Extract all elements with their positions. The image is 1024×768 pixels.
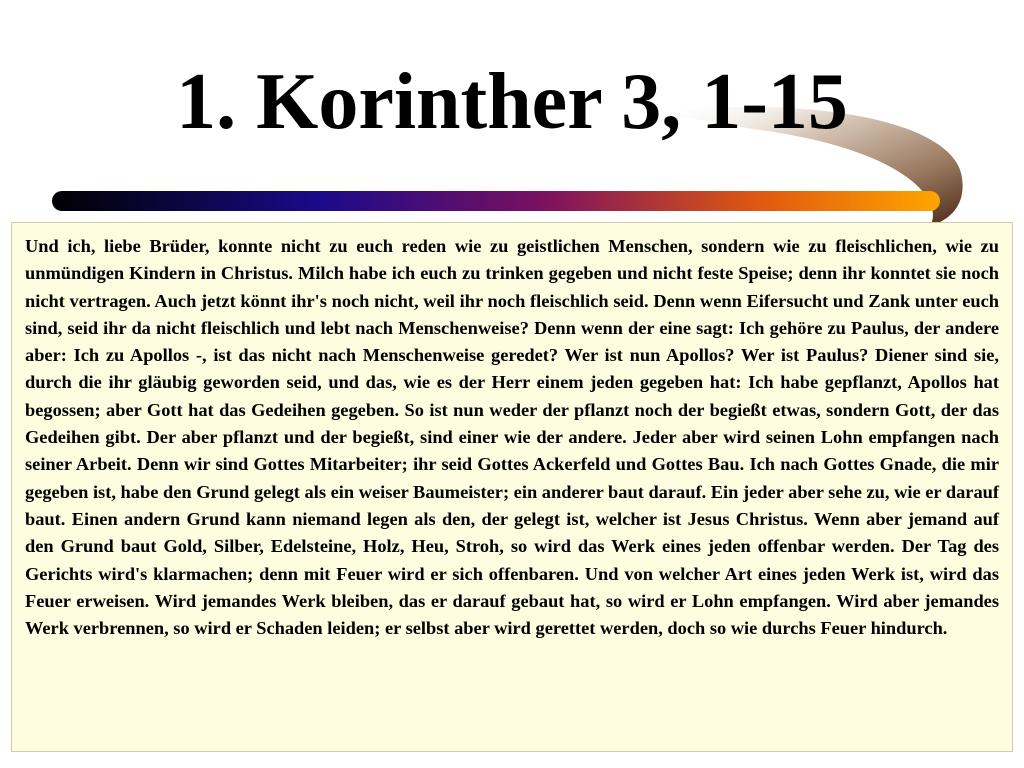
gradient-bar: [52, 191, 940, 211]
scripture-text: Und ich, liebe Brüder, konnte nicht zu euch reden wie zu geistlichen Menschen, sondern wie zu fleischlichen, wie zu unmündigen Kindern in Christus. Milch habe ich euch zu trinken gegeben und nicht feste Speise; denn ihr konntet sie noch nicht vertragen. Auch jetzt könnt ihr's noch nicht, weil ihr noch fleischlich seid. Denn wenn Eifersucht und Zank unter euch sind, seid ihr da nicht fleischlich und lebt nach Menschenweise? Denn wenn der eine sagt: Ich gehöre zu Paulus, der andere aber: Ich zu Apollos -, ist das nicht nach Menschenweise geredet? Wer ist nun Apollos? Wer ist Paulus? Diener sind sie, durch die ihr gläubig geworden seid, und das, wie es der Herr einem jeden gegeben hat: Ich habe gepflanzt, Apollos hat begossen; aber Gott hat das Gedeihen gegeben. So ist nun weder der pflanzt noch der begießt etwas, sondern Gott, der das Gedeihen gibt. Der aber pflanzt und der begießt, sind einer wie der andere. Jeder aber wird seinen Lohn empfangen nach seiner Arbeit. Denn wir sind Gottes Mitarbeiter; ihr seid Gottes Ackerfeld und Gottes Bau. Ich nach Gottes Gnade, die mir gegeben ist, habe den Grund gelegt als ein weiser Baumeister; ein anderer baut darauf. Ein jeder aber sehe zu, wie er darauf baut. Einen andern Grund kann niemand legen als den, der gelegt ist, welcher ist Jesus Christus. Wenn aber jemand auf den Grund baut Gold, Silber, Edelsteine, Holz, Heu, Stroh, so wird das Werk eines jeden offenbar werden. Der Tag des Gerichts wird's klarmachen; denn mit Feuer wird er sich offenbaren. Und von welcher Art eines jeden Werk ist, wird das Feuer erweisen. Wird jemandes Werk bleiben, das er darauf gebaut hat, so wird er Lohn empfangen. Wird aber jemandes Werk verbrennen, so wird er Schaden leiden; er selbst aber wird gerettet werden, doch so wie durchs Feuer hindurch.: [25, 236, 999, 639]
scripture-text-box: [11, 222, 1013, 752]
slide-title: 1. Korinther 3, 1-15: [176, 58, 848, 146]
